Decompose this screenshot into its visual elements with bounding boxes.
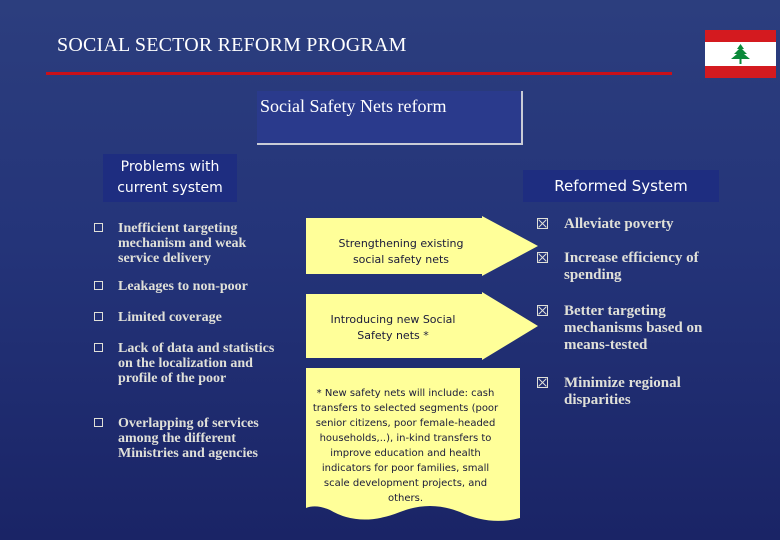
problem-text: Overlapping of services among the different Ministries and agencies [118, 416, 259, 461]
outcome-text: Better targeting mechanisms based on means-tested [564, 303, 703, 353]
outcome-text: Increase efficiency of spending [564, 250, 699, 283]
outcomes-list [537, 216, 737, 416]
reformed-system-header: Reformed System [523, 170, 719, 202]
problems-header: Problems with current system [103, 154, 237, 202]
problem-text: Inefficient targeting mechanism and weak service delivery [118, 221, 247, 266]
outcome-text: Minimize regional disparities [564, 375, 681, 408]
arrow-strengthening-text: Strengthening existing social safety nets [338, 237, 464, 266]
page-title: SOCIAL SECTOR REFORM PROGRAM [57, 34, 407, 56]
note-text: * New safety nets will include: cash transfers to selected segments (poor senior citizens, poor female-headed households,..), in-kind transfers to improve education and health indicators for poor families, small scale development projects, and others. [312, 388, 499, 504]
problem-text: Limited coverage [118, 310, 222, 325]
banner-text: Social Safety Nets reform [260, 96, 447, 116]
checked-box-icon [537, 377, 548, 388]
arrow-introducing-text: Introducing new Social Safety nets * [330, 313, 456, 342]
checked-box-icon [537, 305, 548, 316]
outcome-text: Alleviate poverty [564, 216, 674, 232]
problem-text: Leakages to non-poor [118, 279, 248, 294]
checked-box-icon [537, 252, 548, 263]
problem-text: Lack of data and statistics on the localization and profile of the poor [118, 341, 275, 386]
checked-box-icon [537, 218, 548, 229]
